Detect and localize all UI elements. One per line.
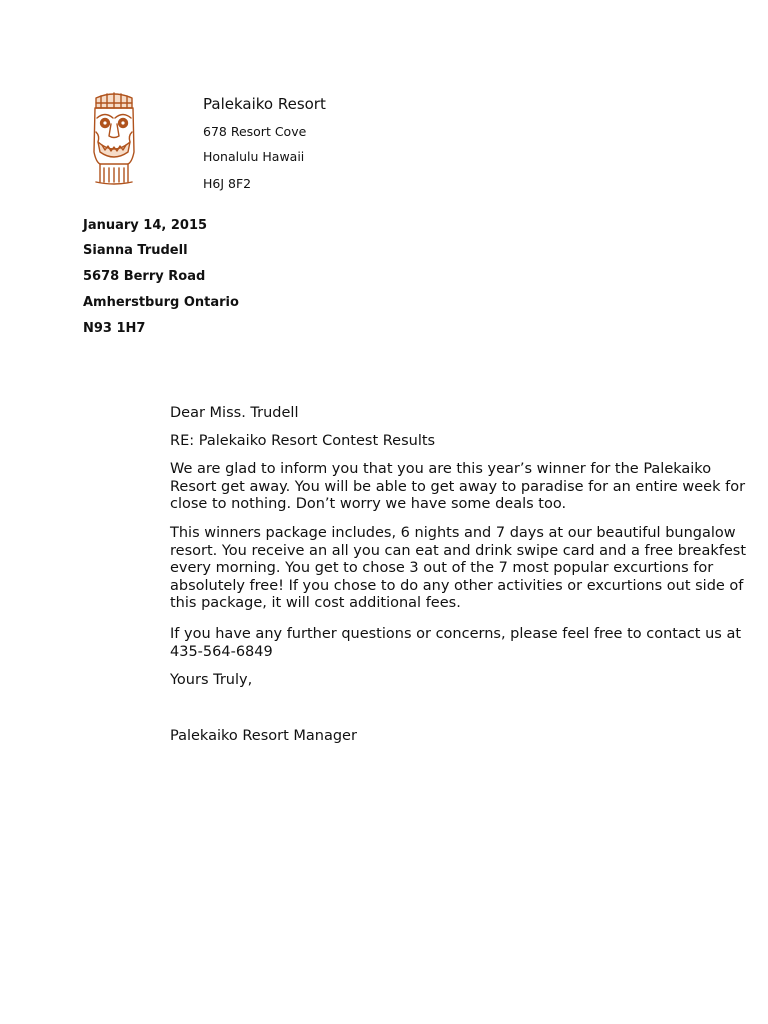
resort-name: Palekaiko Resort [203, 95, 326, 113]
tiki-mask-icon [88, 92, 140, 186]
recipient-city: Amherstburg Ontario [83, 295, 239, 310]
subject-line: RE: Palekaiko Resort Contest Results [170, 433, 436, 449]
resort-street: 678 Resort Cove [203, 124, 307, 139]
body-paragraph-3 [170, 626, 760, 661]
resort-city: Honalulu Hawaii [203, 149, 305, 164]
resort-postal-code: H6J 8F2 [203, 176, 252, 191]
closing: Yours Truly, [170, 672, 253, 688]
paragraph-text: We are glad to inform you that you are this year’s winner for the Palekaiko Resort get away. You will be able to get away to paradise for an entire week for close to nothing. Don’t worry we have some deals too. [170, 461, 746, 512]
recipient-street: 5678 Berry Road [83, 269, 206, 284]
signature: Palekaiko Resort Manager [170, 728, 357, 744]
salutation: Dear Miss. Trudell [170, 405, 299, 421]
paragraph-text: If you have any further questions or concerns, please feel free to contact us at 435-564-6849 [170, 626, 742, 660]
recipient-postal-code: N93 1H7 [83, 321, 146, 336]
body-paragraph-2 [170, 525, 760, 613]
letter-date: January 14, 2015 [83, 218, 208, 233]
recipient-name: Sianna Trudell [83, 243, 188, 258]
body-paragraph-1 [170, 461, 760, 514]
paragraph-text: This winners package includes, 6 nights and 7 days at our beautiful bungalow resort. You receive an all you can eat and drink swipe card and a free breakfest every morning. You get to chose 3 out of the 7 most popular excurtions for absolutely free! If you chose to do any other activities or excurtions out side of this package, it will cost additional fees. [170, 525, 747, 611]
